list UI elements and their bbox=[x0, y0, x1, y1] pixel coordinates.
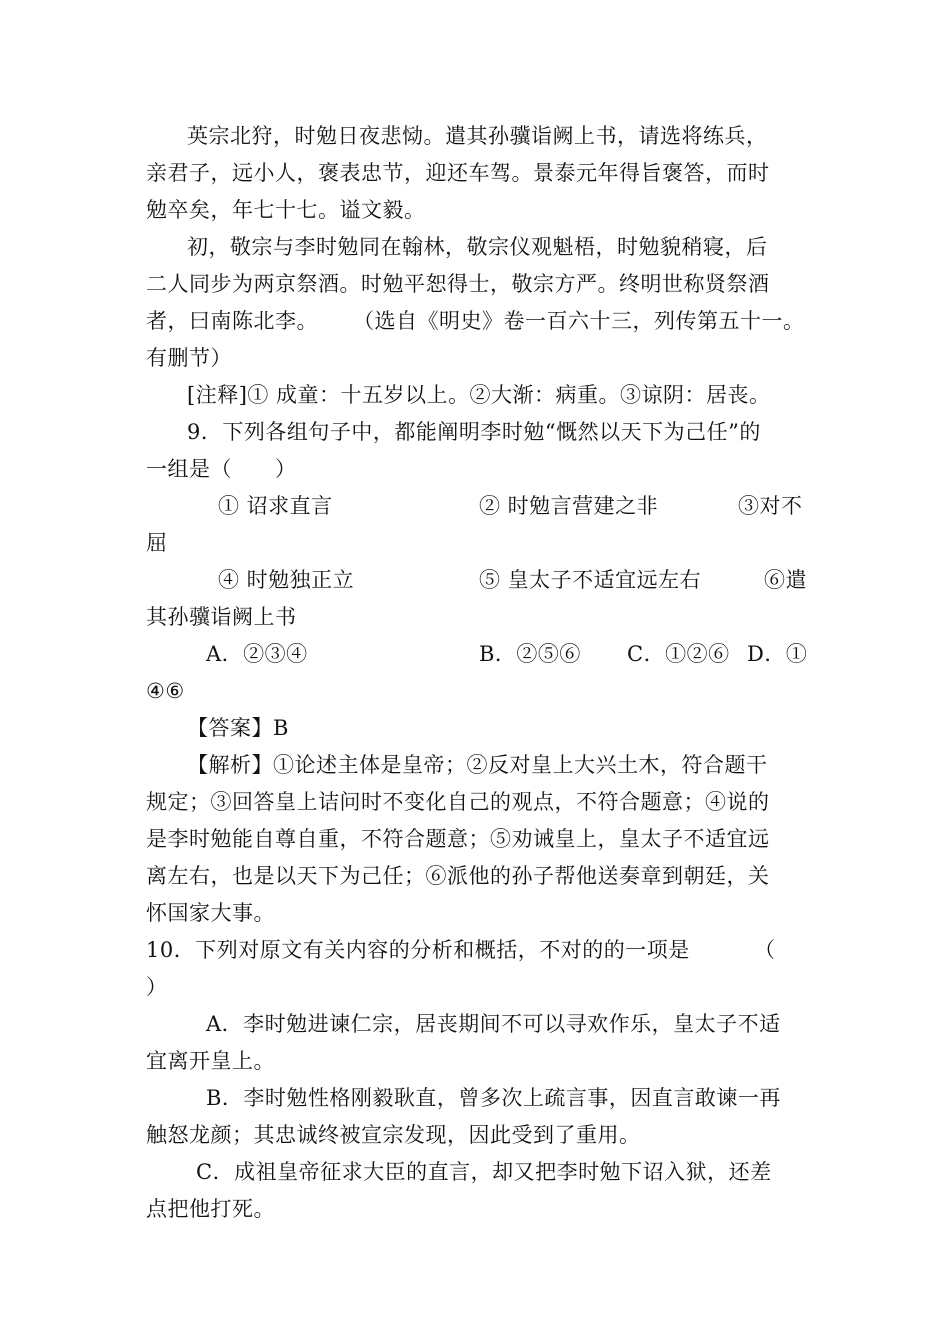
q10-option-b: B．李时勉性格刚毅耿直，曾多次上疏言事，因直言敢谏一再 bbox=[206, 1086, 781, 1110]
passage-segment: 者，曰南陈北李。 bbox=[146, 309, 318, 333]
q9-item-cont: 其孙骥诣阙上书 bbox=[146, 605, 297, 629]
q10-paren-close: ） bbox=[146, 975, 168, 999]
source-citation-cont: 有删节） bbox=[146, 346, 232, 370]
q9-option-b: B．②⑤⑥ bbox=[479, 642, 581, 666]
q10-option-a-cont: 宜离开皇上。 bbox=[146, 1049, 275, 1073]
q9-analysis: 【解析】①论述主体是皇帝；②反对皇上大兴土木，符合题干 bbox=[187, 753, 768, 777]
passage-line: 二人同步为两京祭酒。时勉平恕得士，敬宗方严。终明世称贤祭酒 bbox=[146, 272, 770, 296]
q9-option-a: A．②③④ bbox=[206, 642, 308, 666]
passage-line: 英宗北狩，时勉日夜悲恸。遣其孙骥诣阙上书，请选将练兵， bbox=[187, 124, 768, 148]
q9-analysis: 是李时勉能自尊自重，不符合题意；⑤劝诫皇上，皇太子不适宜远 bbox=[146, 827, 770, 851]
q9-option-c: C．①②⑥ bbox=[627, 642, 730, 666]
q9-stem-cont: 一组是（ ） bbox=[146, 457, 297, 481]
q9-stem: 9．下列各组句子中，都能阐明李时勉“慨然以天下为己任”的 bbox=[187, 420, 761, 444]
q9-analysis: 规定；③回答皇上诘问时不变化自己的观点，不符合题意；④说的 bbox=[146, 790, 770, 814]
q9-item: ① 诏求直言 bbox=[218, 494, 333, 518]
q9-item: ③对不 bbox=[738, 494, 803, 518]
q9-analysis: 离左右，也是以天下为己任；⑥派他的孙子帮他送奏章到朝廷，关 bbox=[146, 864, 770, 888]
q10-option-c: C．成祖皇帝征求大臣的直言，却又把李时勉下诏入狱，还差 bbox=[196, 1160, 772, 1184]
q10-paren: （ bbox=[754, 938, 776, 962]
q9-item: ⑥遣 bbox=[764, 568, 807, 592]
q10-option-b-cont: 触怒龙颜；其忠诚终被宣宗发现，因此受到了重用。 bbox=[146, 1123, 641, 1147]
q9-option-cont: ④⑥ bbox=[146, 679, 185, 703]
notes: [注释]① 成童：十五岁以上。②大渐：病重。③谅阴：居丧。 bbox=[187, 383, 771, 407]
q9-option-d: D．① bbox=[747, 642, 808, 666]
passage-line: 初，敬宗与李时勉同在翰林，敬宗仪观魁梧，时勉貌稍寝，后 bbox=[187, 235, 768, 259]
q9-item: ② 时勉言营建之非 bbox=[479, 494, 659, 518]
passage-line: 勉卒矣，年七十七。谥文毅。 bbox=[146, 198, 426, 222]
q10-stem: 10．下列对原文有关内容的分析和概括，不对的的一项是 bbox=[146, 938, 690, 962]
q10-option-c-cont: 点把他打死。 bbox=[146, 1197, 275, 1221]
passage-line: 亲君子，远小人，褒表忠节，迎还车驾。景泰元年得旨褒答，而时 bbox=[146, 161, 770, 185]
q10-option-a: A．李时勉进谏仁宗，居丧期间不可以寻欢作乐，皇太子不适 bbox=[206, 1012, 781, 1036]
q9-answer: 【答案】B bbox=[187, 716, 289, 740]
q9-item: ④ 时勉独正立 bbox=[218, 568, 355, 592]
source-citation: （选自《明史》卷一百六十三，列传第五十一。 bbox=[353, 309, 805, 333]
q9-item: ⑤ 皇太子不适宜远左右 bbox=[479, 568, 702, 592]
q9-item-cont: 屈 bbox=[146, 531, 168, 555]
q9-analysis: 怀国家大事。 bbox=[146, 901, 275, 925]
